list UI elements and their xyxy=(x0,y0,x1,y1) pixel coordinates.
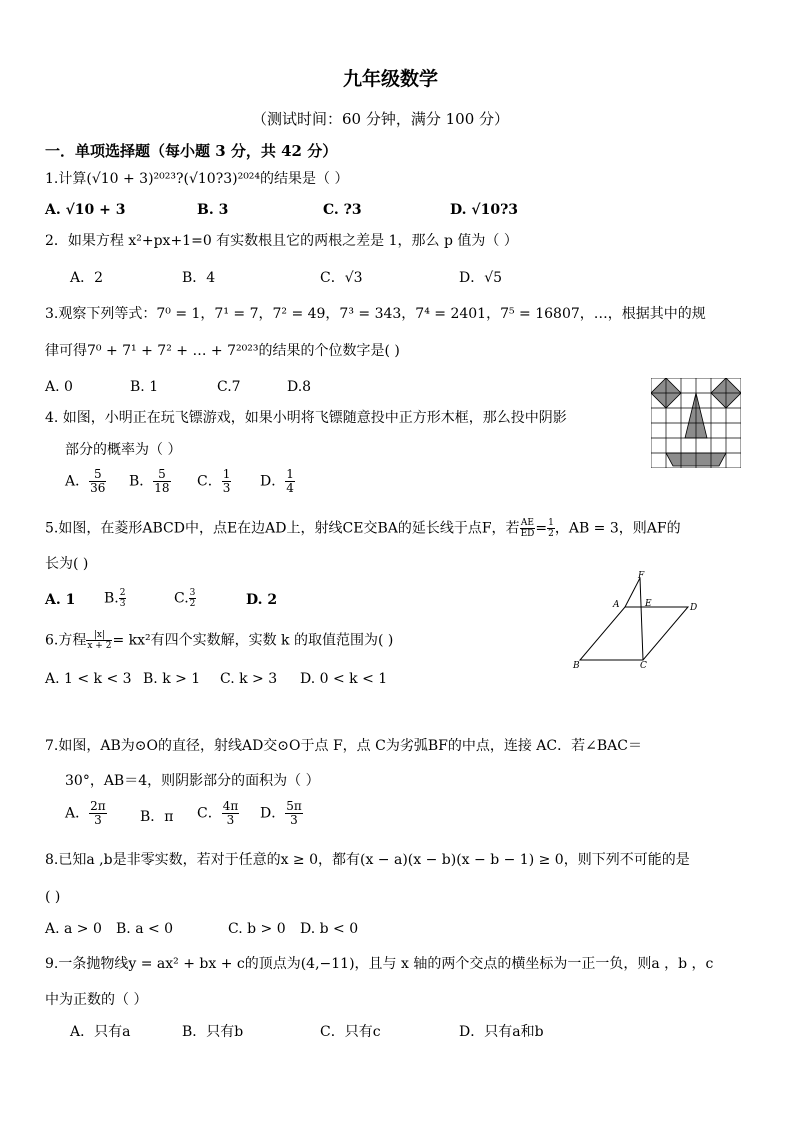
q7-line1: 7.如图，AB为⊙O的直径，射线AD交⊙O于点 F，点 C为劣弧BF的中点，连接 AC．若∠BAC＝ xyxy=(45,738,642,754)
q1-option-c: C. ?3 xyxy=(323,202,362,218)
q3-option-a: A. 0 xyxy=(45,379,73,395)
q5-line2: 长为( ) xyxy=(45,556,89,572)
q2-option-b: B．4 xyxy=(182,270,216,286)
q7-option-c: C． $\frac{4\pi}{3}$ xyxy=(197,799,239,827)
q8-line2: ( ) xyxy=(45,889,61,905)
q1-option-d: D. √10?3 xyxy=(450,202,519,218)
page-subtitle: （测试时间：60 分钟，满分 100 分） xyxy=(252,110,510,128)
label-F: F xyxy=(638,571,645,581)
label-C: C xyxy=(640,661,647,670)
q6-option-a: A. 1 < k < 3 xyxy=(45,671,132,687)
q2-option-a: A．2 xyxy=(70,270,104,286)
q5-option-b: B. $\frac{2}{3}$ xyxy=(104,588,126,609)
q4-line1: 4. 如图，小明正在玩飞镖游戏，如果小明将飞镖随意投中正方形木框，那么投中阴影 xyxy=(45,410,567,426)
q7-option-b: B．π xyxy=(140,809,174,825)
q3-option-c: C.7 xyxy=(217,379,241,395)
q5-option-a: A. 1 xyxy=(45,592,76,608)
q3-option-b: B. 1 xyxy=(130,379,159,395)
q4-option-b: B． $\frac{5}{18}$ xyxy=(129,467,170,495)
q3-line2: 律可得7⁰ + 7¹ + 7² + … + 7²⁰²³的结果的个位数字是( ) xyxy=(45,343,400,359)
rhombus-figure xyxy=(570,570,700,670)
q2-option-c: C．√3 xyxy=(320,270,363,286)
q9-line1: 9.一条抛物线y = ax² + bx + c的顶点为(4,−11)，且与 x 轴的两个交点的横坐标为一正一负，则a ，b ，c xyxy=(45,956,714,972)
label-E: E xyxy=(645,599,652,609)
q2-option-d: D．√5 xyxy=(459,270,503,286)
q7-line2: 30°，AB＝4，则阴影部分的面积为（ ） xyxy=(65,773,320,789)
q7-option-d: D． $\frac{5\pi}{3}$ xyxy=(260,799,302,827)
q8-option-d: D. b < 0 xyxy=(300,921,359,937)
q8-option-c: C. b > 0 xyxy=(228,921,286,937)
q5-option-d: D. 2 xyxy=(246,592,278,608)
q9-line2: 中为正数的（ ） xyxy=(45,992,148,1008)
q8-option-b: B. a < 0 xyxy=(116,921,174,937)
q3-option-d: D.8 xyxy=(287,379,312,395)
dartboard-figure xyxy=(651,378,741,468)
q6-option-b: B. k > 1 xyxy=(143,671,201,687)
label-A: A xyxy=(613,600,620,610)
q5-option-c: C. $\frac{3}{2}$ xyxy=(174,588,196,609)
page-title: 九年级数学 xyxy=(343,68,439,90)
label-B: B xyxy=(573,661,580,670)
q9-option-d: D．只有a和b xyxy=(459,1024,544,1040)
q5-line1: 5.如图，在菱形ABCD中，点E在边AD上，射线CE交BA的延长线于点F，若 $\frac{AE}{ED}$ = $\frac{1}{2}$ ，AB = 3，则AF的 xyxy=(45,518,681,539)
q9-option-a: A．只有a xyxy=(70,1024,131,1040)
label-D: D xyxy=(690,603,698,613)
q1-stem: 1.计算(√10 + 3)²⁰²³?(√10?3)²⁰²⁴的结果是（ ） xyxy=(45,171,349,187)
q7-option-a: A． $\frac{2\pi}{3}$ xyxy=(65,799,106,827)
q2-stem: 2．如果方程 x²+px+1=0 有实数根且它的两根之差是 1，那么 p 值为（ ） xyxy=(45,233,518,249)
q6-option-d: D. 0 < k < 1 xyxy=(300,671,388,687)
q6-option-c: C. k > 3 xyxy=(220,671,278,687)
q1-option-b: B. 3 xyxy=(197,202,229,218)
q4-line2: 部分的概率为（ ） xyxy=(65,442,182,458)
q8-line1: 8.已知a ,b是非零实数，若对于任意的x ≥ 0，都有(x − a)(x − b)(x − b − 1) ≥ 0，则下列不可能的是 xyxy=(45,852,690,868)
q4-option-d: D． $\frac{1}{4}$ xyxy=(260,467,294,495)
q8-option-a: A. a > 0 xyxy=(45,921,102,937)
q4-option-c: C． $\frac{1}{3}$ xyxy=(197,467,231,495)
section-heading: 一．单项选择题（每小题 3 分，共 42 分） xyxy=(45,142,338,160)
q1-option-a: A. √10 + 3 xyxy=(45,202,126,218)
q9-option-b: B．只有b xyxy=(182,1024,244,1040)
q3-line1: 3.观察下列等式：7⁰ = 1，7¹ = 7，7² = 49，7³ = 343，7⁴ = 2401，7⁵ = 16807，…，根据其中的规 xyxy=(45,306,706,322)
q4-option-a: A． $\frac{5}{36}$ xyxy=(65,467,106,495)
q6-stem: 6.方程 $\frac{|x|}{x + 2}$ = kx²有四个实数解，实数 k 的取值范围为( ) xyxy=(45,630,394,651)
q9-option-c: C．只有c xyxy=(320,1024,381,1040)
